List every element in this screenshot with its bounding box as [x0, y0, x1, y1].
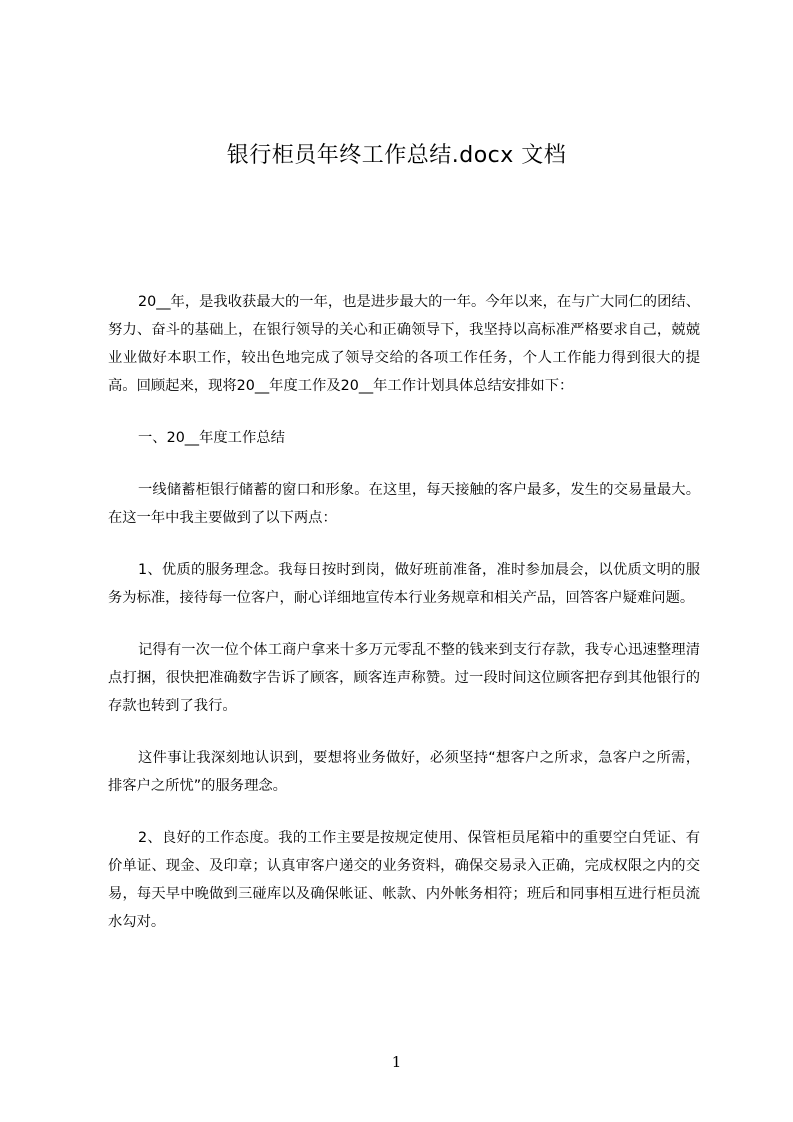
- body-paragraph: 记得有一次一位个体工商户拿来十多万元零乱不整的钱来到支行存款，我专心迅速整理清点打捆，很快把准确数字告诉了顾客，顾客连声称赞。过一段时间这位顾客把存到其他银行的存款也转到了我行。: [108, 642, 700, 714]
- body-paragraph: 一线储蓄柜银行储蓄的窗口和形象。在这里，每天接触的客户最多，发生的交易量最大。在这一年中我主要做到了以下两点：: [108, 482, 700, 526]
- page-number: 1: [391, 1053, 402, 1071]
- document-title: 银行柜员年终工作总结.docx 文档: [226, 143, 567, 168]
- body-paragraph: 2、良好的工作态度。我的工作主要是按规定使用、保管柜员尾箱中的重要空白凭证、有价单证、现金、及印章；认真审客户递交的业务资料，确保交易录入正确，完成权限之内的交易，每天早中晚做到三碰库以及确保帐证、帐款、内外帐务相符；班后和同事相互进行柜员流水勾对。: [108, 830, 700, 930]
- body-paragraph: 这件事让我深刻地认识到，要想将业务做好，必须坚持“想客户之所求，急客户之所需，排客户之所忧”的服务理念。: [108, 750, 700, 794]
- document-body: [108, 288, 700, 960]
- body-paragraph: 1、优质的服务理念。我每日按时到岗，做好班前准备，准时参加晨会，以优质文明的服务为标准，接待每一位客户，耐心详细地宣传本行业务规章和相关产品，回答客户疑难问题。: [108, 562, 700, 606]
- section-heading: 一、20__年度工作总结: [138, 430, 285, 446]
- intro-paragraph: 20__年，是我收获最大的一年，也是进步最大的一年。今年以来，在与广大同仁的团结、努力、奋斗的基础上，在银行领导的关心和正确领导下，我坚持以高标准严格要求自己，兢兢业业做好本职工作，较出色地完成了领导交给的各项工作任务，个人工作能力得到很大的提高。回顾起来，现将20__年度工作及20__年工作计划具体总结安排如下：: [108, 294, 700, 394]
